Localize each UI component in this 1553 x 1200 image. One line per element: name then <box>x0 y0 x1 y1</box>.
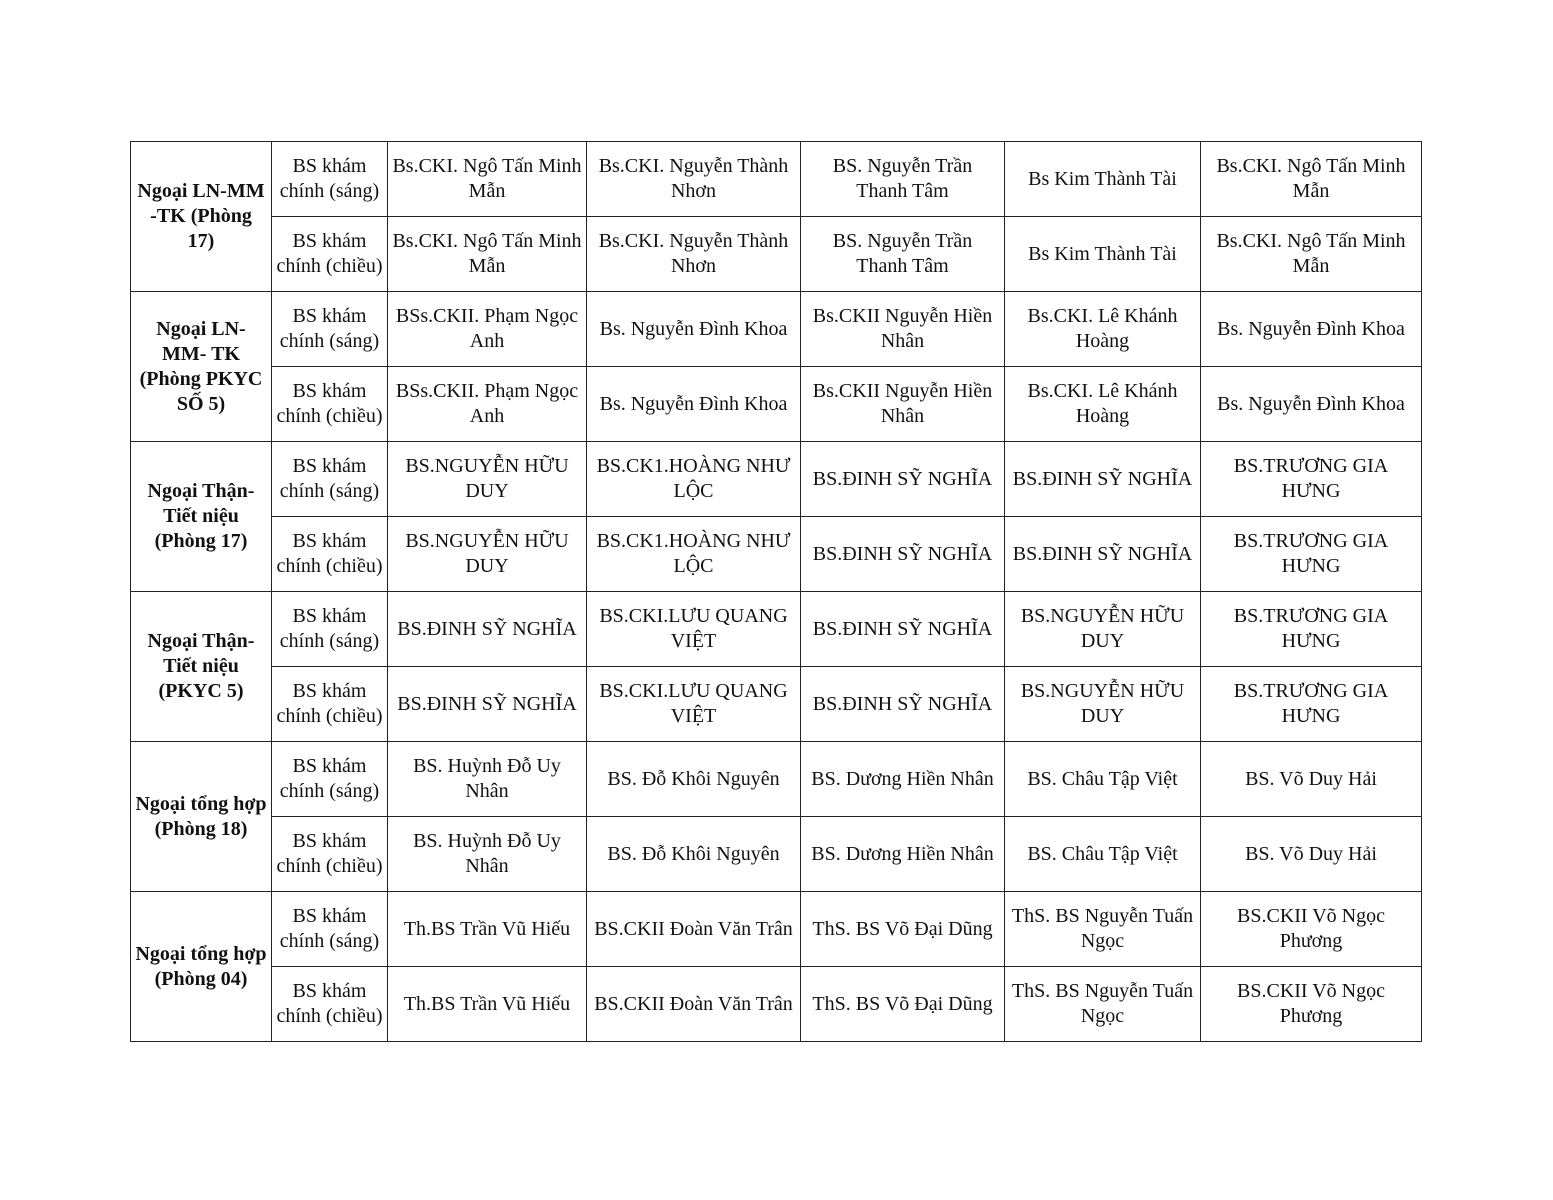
doctor-cell: BS. Châu Tập Việt <box>1005 817 1201 892</box>
doctor-cell: BS.TRƯƠNG GIA HƯNG <box>1201 592 1422 667</box>
shift-role-cell: BS khám chính (chiều) <box>272 967 388 1042</box>
doctor-cell: BS.ĐINH SỸ NGHĨA <box>801 592 1005 667</box>
doctor-cell: Bs.CKI. Ngô Tấn Minh Mẫn <box>388 217 587 292</box>
doctor-cell: BS.ĐINH SỸ NGHĨA <box>801 517 1005 592</box>
department-cell: Ngoại tổng hợp (Phòng 18) <box>131 742 272 892</box>
doctor-cell: BS. Nguyễn Trần Thanh Tâm <box>801 142 1005 217</box>
department-cell: Ngoại Thận-Tiết niệu (Phòng 17) <box>131 442 272 592</box>
department-cell: Ngoại LN-MM -TK (Phòng 17) <box>131 142 272 292</box>
doctor-cell: BS.CK1.HOÀNG NHƯ LỘC <box>587 442 801 517</box>
table-row <box>131 367 1422 442</box>
shift-role-cell: BS khám chính (chiều) <box>272 667 388 742</box>
shift-role-cell: BS khám chính (chiều) <box>272 517 388 592</box>
doctor-cell: BS.NGUYỄN HỮU DUY <box>388 442 587 517</box>
doctor-cell: Bs.CKI. Ngô Tấn Minh Mẫn <box>388 142 587 217</box>
doctor-cell: BSs.CKII. Phạm Ngọc Anh <box>388 367 587 442</box>
doctor-cell: BS.CKI.LƯU QUANG VIỆT <box>587 592 801 667</box>
doctor-cell: BS.ĐINH SỸ NGHĨA <box>388 667 587 742</box>
doctor-cell: BS. Huỳnh Đỗ Uy Nhân <box>388 817 587 892</box>
doctor-cell: Bs Kim Thành Tài <box>1005 217 1201 292</box>
table-row <box>131 592 1422 667</box>
doctor-cell: Bs.CKI. Ngô Tấn Minh Mẫn <box>1201 142 1422 217</box>
table-row <box>131 667 1422 742</box>
doctor-cell: Bs.CKI. Nguyễn Thành Nhơn <box>587 217 801 292</box>
doctor-cell: Bs. Nguyễn Đình Khoa <box>1201 292 1422 367</box>
doctor-cell: BS. Võ Duy Hải <box>1201 742 1422 817</box>
doctor-cell: BS.ĐINH SỸ NGHĨA <box>1005 517 1201 592</box>
shift-role-cell: BS khám chính (sáng) <box>272 292 388 367</box>
doctor-cell: Bs. Nguyễn Đình Khoa <box>587 292 801 367</box>
doctor-cell: BS.TRƯƠNG GIA HƯNG <box>1201 667 1422 742</box>
department-cell: Ngoại LN-MM- TK (Phòng PKYC SỐ 5) <box>131 292 272 442</box>
table-row <box>131 142 1422 217</box>
doctor-cell: BS. Châu Tập Việt <box>1005 742 1201 817</box>
doctor-cell: BS.NGUYỄN HỮU DUY <box>388 517 587 592</box>
doctor-cell: Bs.CKII Nguyễn Hiền Nhân <box>801 367 1005 442</box>
doctor-schedule-table <box>130 141 1422 1042</box>
shift-role-cell: BS khám chính (sáng) <box>272 742 388 817</box>
doctor-cell: BS.ĐINH SỸ NGHĨA <box>1005 442 1201 517</box>
doctor-cell: BS. Đỗ Khôi Nguyên <box>587 817 801 892</box>
doctor-cell: BSs.CKII. Phạm Ngọc Anh <box>388 292 587 367</box>
doctor-cell: Bs.CKI. Lê Khánh Hoàng <box>1005 292 1201 367</box>
doctor-cell: ThS. BS Võ Đại Dũng <box>801 967 1005 1042</box>
doctor-cell: BS.ĐINH SỸ NGHĨA <box>388 592 587 667</box>
doctor-cell: Bs. Nguyễn Đình Khoa <box>1201 367 1422 442</box>
shift-role-cell: BS khám chính (chiều) <box>272 367 388 442</box>
table-row <box>131 742 1422 817</box>
shift-role-cell: BS khám chính (chiều) <box>272 817 388 892</box>
shift-role-cell: BS khám chính (sáng) <box>272 442 388 517</box>
doctor-cell: BS.CK1.HOÀNG NHƯ LỘC <box>587 517 801 592</box>
doctor-cell: BS. Võ Duy Hải <box>1201 817 1422 892</box>
table-row <box>131 892 1422 967</box>
doctor-cell: BS.CKII Đoàn Văn Trân <box>587 967 801 1042</box>
doctor-cell: Bs.CKI. Nguyễn Thành Nhơn <box>587 142 801 217</box>
table-row <box>131 292 1422 367</box>
doctor-cell: BS.CKII Võ Ngọc Phương <box>1201 967 1422 1042</box>
shift-role-cell: BS khám chính (sáng) <box>272 142 388 217</box>
doctor-cell: BS.CKII Đoàn Văn Trân <box>587 892 801 967</box>
doctor-cell: ThS. BS Võ Đại Dũng <box>801 892 1005 967</box>
doctor-cell: ThS. BS Nguyễn Tuấn Ngọc <box>1005 967 1201 1042</box>
doctor-cell: BS.TRƯƠNG GIA HƯNG <box>1201 517 1422 592</box>
doctor-cell: BS.TRƯƠNG GIA HƯNG <box>1201 442 1422 517</box>
department-cell: Ngoại tổng hợp (Phòng 04) <box>131 892 272 1042</box>
doctor-cell: BS. Nguyễn Trần Thanh Tâm <box>801 217 1005 292</box>
table-row <box>131 817 1422 892</box>
doctor-cell: ThS. BS Nguyễn Tuấn Ngọc <box>1005 892 1201 967</box>
shift-role-cell: BS khám chính (sáng) <box>272 892 388 967</box>
doctor-cell: BS.NGUYỄN HỮU DUY <box>1005 667 1201 742</box>
doctor-cell: Bs.CKI. Ngô Tấn Minh Mẫn <box>1201 217 1422 292</box>
doctor-cell: BS. Huỳnh Đỗ Uy Nhân <box>388 742 587 817</box>
doctor-cell: BS. Dương Hiền Nhân <box>801 742 1005 817</box>
doctor-cell: Th.BS Trần Vũ Hiếu <box>388 967 587 1042</box>
doctor-cell: BS.ĐINH SỸ NGHĨA <box>801 442 1005 517</box>
doctor-cell: Th.BS Trần Vũ Hiếu <box>388 892 587 967</box>
doctor-cell: Bs.CKI. Lê Khánh Hoàng <box>1005 367 1201 442</box>
table-row <box>131 517 1422 592</box>
shift-role-cell: BS khám chính (sáng) <box>272 592 388 667</box>
doctor-cell: BS. Dương Hiền Nhân <box>801 817 1005 892</box>
doctor-cell: BS.CKI.LƯU QUANG VIỆT <box>587 667 801 742</box>
table-row <box>131 967 1422 1042</box>
doctor-cell: BS.NGUYỄN HỮU DUY <box>1005 592 1201 667</box>
doctor-cell: Bs Kim Thành Tài <box>1005 142 1201 217</box>
shift-role-cell: BS khám chính (chiều) <box>272 217 388 292</box>
doctor-cell: BS.CKII Võ Ngọc Phương <box>1201 892 1422 967</box>
department-cell: Ngoại Thận-Tiết niệu (PKYC 5) <box>131 592 272 742</box>
doctor-cell: Bs. Nguyễn Đình Khoa <box>587 367 801 442</box>
schedule-body <box>131 142 1422 1042</box>
doctor-cell: Bs.CKII Nguyễn Hiền Nhân <box>801 292 1005 367</box>
table-row <box>131 217 1422 292</box>
doctor-cell: BS.ĐINH SỸ NGHĨA <box>801 667 1005 742</box>
table-row <box>131 442 1422 517</box>
doctor-cell: BS. Đỗ Khôi Nguyên <box>587 742 801 817</box>
